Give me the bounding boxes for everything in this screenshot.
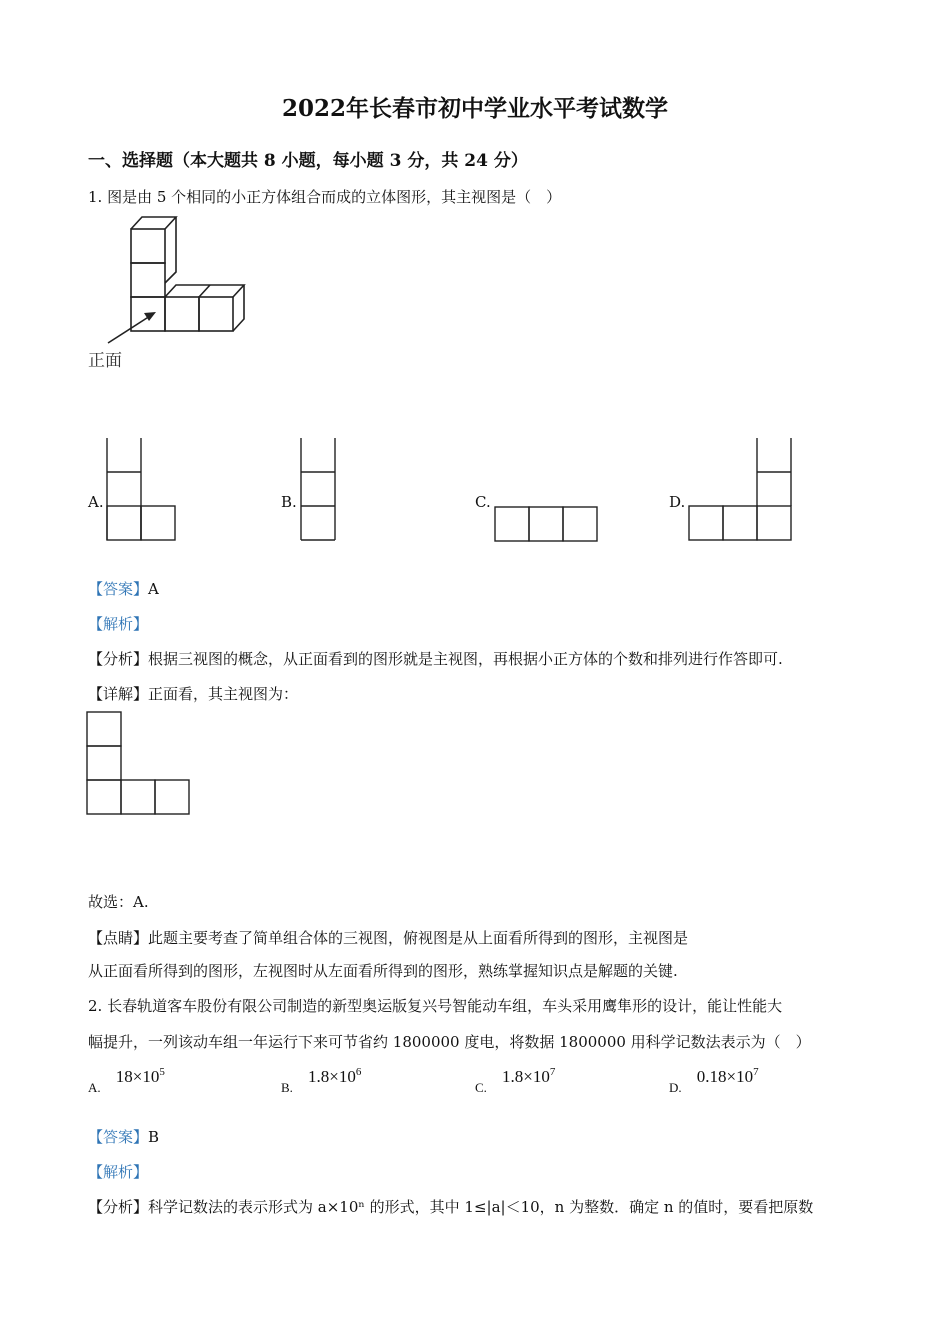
q2-fenxi: 【分析】科学记数法的表示形式为 a×10ⁿ 的形式，其中 1≤|a|＜10，n 为整数．确定 n 的值时，要看把原数 — [88, 1198, 814, 1216]
q2-stem-line1: 2. 长春轨道客车股份有限公司制造的新型奥运版复兴号智能动车组，车头采用鹰隼形的设计，能让性能大 — [88, 997, 783, 1015]
page-title: 2022年长春市初中学业水平考试数学 — [281, 95, 668, 122]
q2-option-d: $_{D.}$ $0.18\times 10^7$ — [669, 1066, 759, 1095]
q1-option-c-label: C. — [475, 493, 491, 511]
q1-option-c-figure — [494, 506, 600, 544]
q2-stem-line2: 幅提升，一列该动车组一年运行下来可节省约 1800000 度电，将数据 1800000 用科学记数法表示为（ ） — [88, 1033, 811, 1051]
q1-option-a-figure — [106, 438, 178, 542]
q1-option-d-figure — [688, 438, 796, 542]
q1-conclusion: 故选：A. — [88, 893, 149, 911]
section-heading: 一、选择题（本大题共 8 小题，每小题 3 分，共 24 分） — [88, 151, 528, 171]
q2-option-a: $_{A.}$ $18\times 10^5$ — [88, 1066, 165, 1095]
q1-option-b-label: B. — [281, 493, 297, 511]
q1-solution-figure — [86, 711, 192, 817]
q1-answer: 【答案】A — [88, 580, 159, 598]
front-label: 正面 — [88, 351, 122, 371]
q1-dianjing-line1: 【点睛】此题主要考查了简单组合体的三视图，俯视图是从上面看所得到的图形，主视图是 — [88, 929, 689, 947]
q1-option-a-label: A. — [88, 493, 104, 511]
q1-dianjing-line2: 从正面看所得到的图形，左视图时从左面看所得到的图形，熟练掌握知识点是解题的关键. — [88, 962, 678, 980]
q1-stem: 1. 图是由 5 个相同的小正方体组合而成的立体图形，其主视图是（ ） — [88, 188, 562, 206]
q1-option-b-figure — [300, 438, 340, 542]
q2-option-c: $_{C.}$ $1.8\times 10^7$ — [475, 1066, 556, 1095]
q2-answer: 【答案】B — [88, 1128, 160, 1146]
q2-option-b: $_{B.}$ $1.8\times 10^6$ — [281, 1066, 362, 1095]
q2-analysis-tag: 【解析】 — [88, 1163, 149, 1181]
q1-option-d-label: D. — [669, 493, 686, 511]
q1-fenxi: 【分析】根据三视图的概念，从正面看到的图形就是主视图，再根据小正方体的个数和排列进行作答即可. — [88, 650, 783, 668]
q1-xiangjie: 【详解】正面看，其主视图为： — [88, 685, 299, 703]
q1-analysis-tag: 【解析】 — [88, 615, 149, 633]
